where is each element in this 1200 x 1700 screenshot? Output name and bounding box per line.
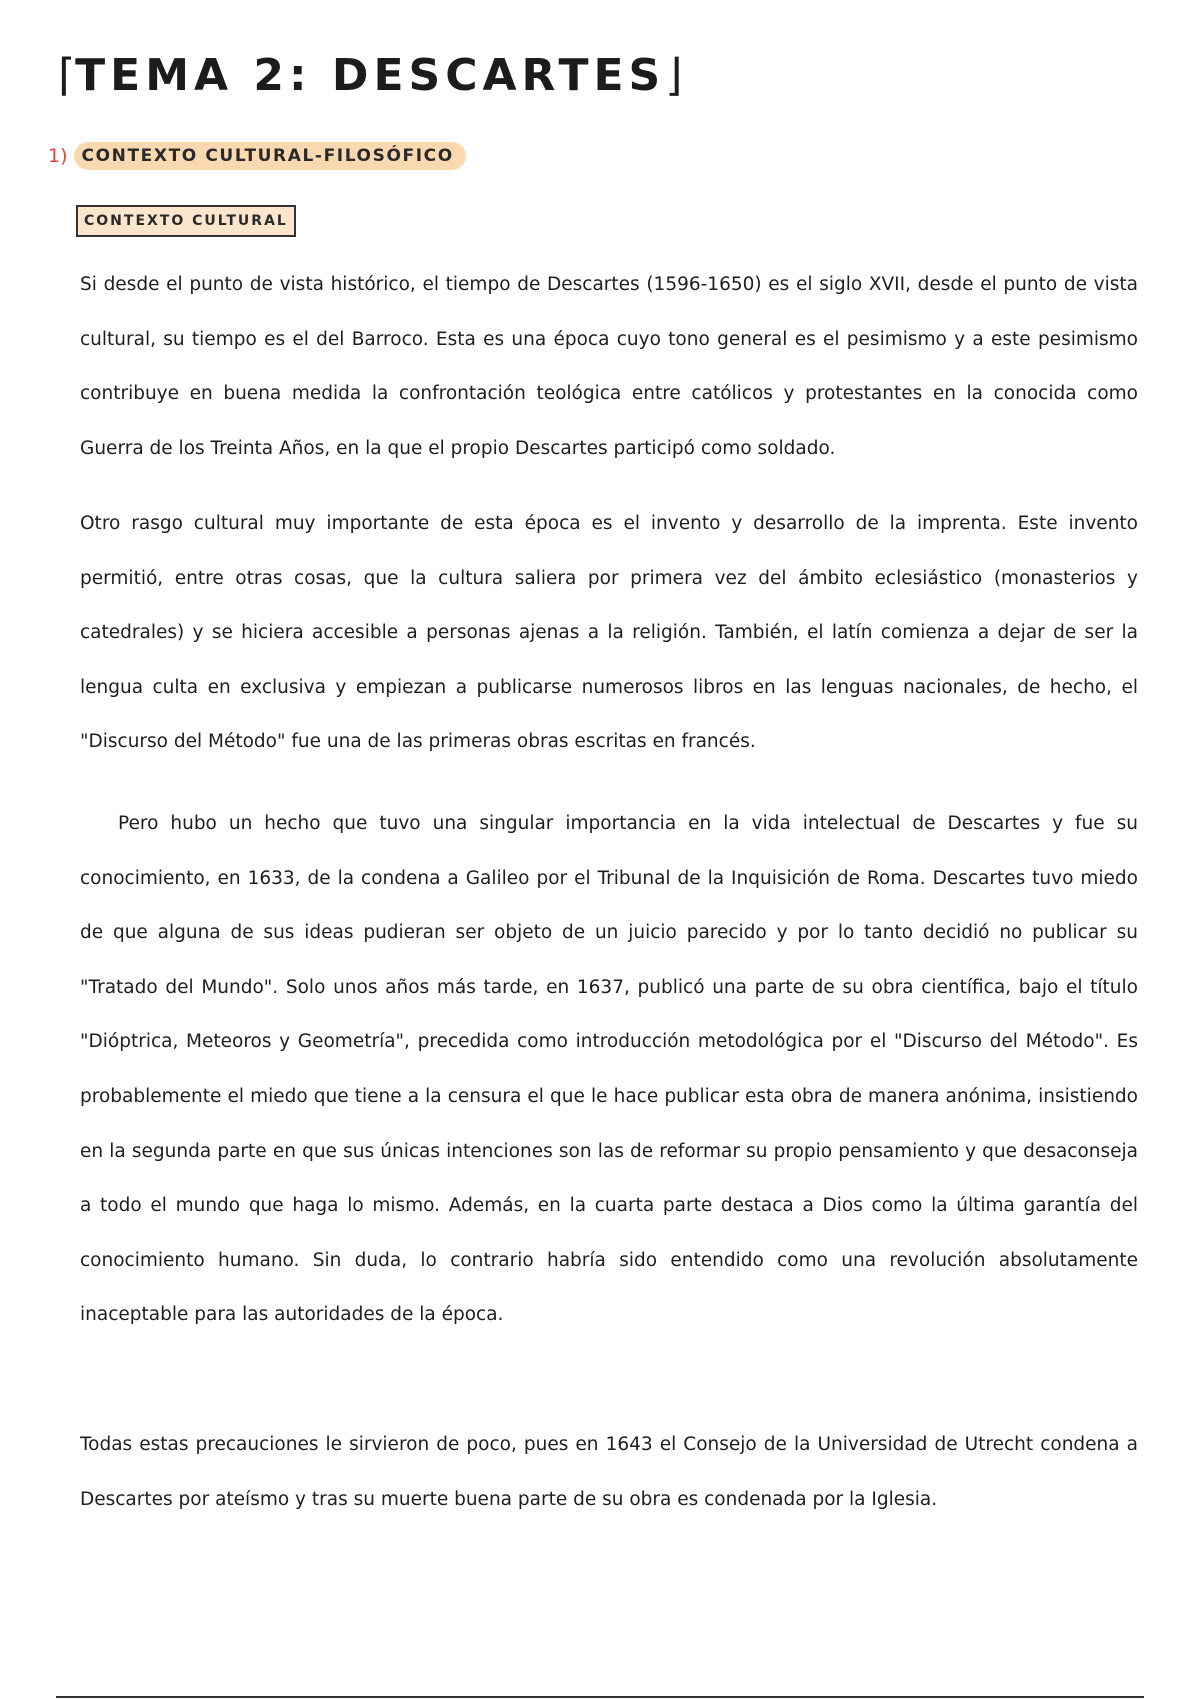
paragraph-printing-press: Otro rasgo cultural muy importante de esta época es el invento y desarrollo de la imprenta. Este invento permitió, entre otras cosas, que la cultura saliera por primera vez del ámbito eclesiástico (monasterios y catedrales) y se hiciera accesible a personas ajenas a la religión. También, el latín comienza a dejar de ser la lengua culta en exclusiva y empiezan a publicarse numerosos libros en las lenguas nacionales, de hecho, el "Discurso del Método" fue una de las primeras obras escritas en francés. (80, 513, 1138, 753)
section-number: 1) (48, 145, 68, 167)
paragraph-galileo-condemnation: Pero hubo un hecho que tuvo una singular importancia en la vida intelectual de Descartes y fue su conocimiento, en 1633, de la condena a Galileo por el Tribunal de la Inquisición de Roma. Descartes tuvo miedo de que alguna de sus ideas pudieran ser objeto de un juicio parecido y por lo tanto decidió no publicar su "Tratado del Mundo". Solo unos años más tarde, en 1637, publicó una parte de su obra científica, bajo el título "Dióptrica, Meteoros y Geometría", precedida como introducción metodológica por el "Discurso del Método". Es probablemente el miedo que tiene a la censura el que le hace publicar esta obra de manera anónima, insistiendo en la segunda parte en que sus únicas intenciones son las de reformar su propio pensamiento y que desaconseja a todo el mundo que haga lo mismo. Además, en la cuarta parte destaca a Dios como la última garantía del conocimiento humano. Sin duda, lo contrario habría sido entendido como una revolución absolutamente inaceptable para las autoridades de la época. (80, 813, 1138, 1326)
subsection-label: CONTEXTO CULTURAL (76, 205, 296, 237)
title-text: TEMA 2: DESCARTES (75, 50, 666, 101)
paragraph-utrecht-condemnation: Todas estas precauciones le sirvieron de poco, pues en 1643 el Consejo de la Universidad de Utrecht condena a Descartes por ateísmo y tras su muerte buena parte de su obra es condenada por la Iglesia. (80, 1434, 1138, 1510)
footer-divider (56, 1696, 1144, 1698)
paragraph-historical-context: Si desde el punto de vista histórico, el tiempo de Descartes (1596-1650) es el siglo XVII, desde el punto de vista cultural, su tiempo es el del Barroco. Esta es una época cuyo tono general es el pesimismo y a este pesimismo contribuye en buena medida la confrontación teológica entre católicos y protestantes en la conocida como Guerra de los Treinta Años, en la que el propio Descartes participó como soldado. (80, 274, 1138, 459)
section-title: CONTEXTO CULTURAL-FILOSÓFICO (74, 142, 466, 170)
page-title (58, 44, 682, 108)
section-heading (48, 139, 466, 173)
title-open-bracket: ⌈ (58, 50, 76, 101)
title-close-bracket: ⌋ (665, 50, 683, 101)
